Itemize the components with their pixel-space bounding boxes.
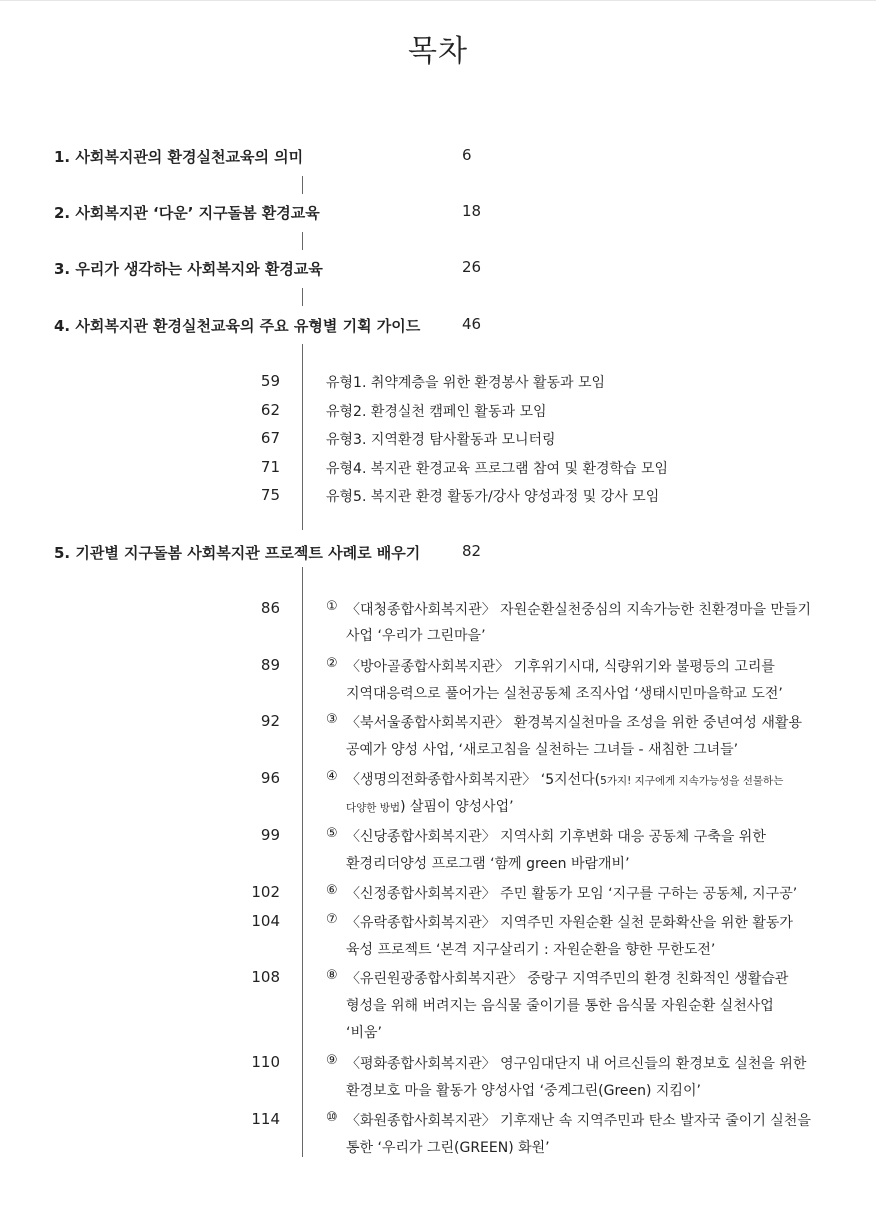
- case-line-small: 5가지! 지구에게 지속가능성을 선물하는: [600, 775, 784, 787]
- case-page: 89: [260, 656, 280, 674]
- toc-section[interactable]: [0, 258, 876, 282]
- case-number: ②: [326, 656, 338, 671]
- case-number: ⑥: [326, 883, 338, 898]
- section-title: 5. 기관별 지구돌봄 사회복지관 프로젝트 사례로 배우기: [54, 544, 421, 562]
- top-rule: [0, 0, 876, 1]
- case-page: 104: [251, 912, 280, 930]
- case-line: 형성을 위해 버려지는 음식물 줄이기를 통한 음식물 자원순환 실천사업: [346, 998, 774, 1014]
- type-text: 유형1. 취약계층을 위한 환경봉사 활동과 모임: [326, 375, 606, 391]
- case-line: 〈평화종합사회복지관〉 영구임대단지 내 어르신들의 환경보호 실천을 위한: [346, 1056, 807, 1072]
- section-title: 2. 사회복지관 ‘다운’ 지구돌봄 환경교육: [54, 204, 320, 222]
- toc-section[interactable]: [0, 202, 876, 226]
- case-number: ⑩: [326, 1110, 338, 1125]
- case-line: 〈신정종합사회복지관〉 주민 활동가 모임 ‘지구를 구하는 공동체, 지구공’: [346, 886, 798, 902]
- type-page: 59: [260, 372, 280, 390]
- case-number: ③: [326, 712, 338, 727]
- type-text: 유형5. 복지관 환경 활동가/강사 양성과정 및 강사 모임: [326, 489, 660, 505]
- case-page: 108: [251, 968, 280, 986]
- case-page: 114: [251, 1110, 280, 1128]
- type-text: 유형4. 복지관 환경교육 프로그램 참여 및 환경학습 모임: [326, 461, 669, 477]
- case-page: 86: [260, 599, 280, 617]
- case-page: 92: [260, 712, 280, 730]
- toc-section[interactable]: [0, 146, 876, 170]
- case-line: 〈대청종합사회복지관〉 자원순환실천중심의 지속가능한 친환경마을 만들기: [346, 602, 812, 618]
- case-page: 102: [251, 883, 280, 901]
- page-title: 목차: [408, 34, 468, 69]
- case-number: ④: [326, 769, 338, 784]
- case-line: 지역대응력으로 풀어가는 실천공동체 조직사업 ‘생태시민마을학교 도전’: [346, 686, 783, 702]
- connector-line: [302, 288, 303, 306]
- connector-line: [302, 176, 303, 194]
- case-number: ⑨: [326, 1053, 338, 1068]
- type-page: 62: [260, 401, 280, 419]
- type-page: 67: [260, 429, 280, 447]
- case-number: ①: [326, 599, 338, 614]
- case-line: 환경보호 마을 활동가 양성사업 ‘중계그린(Green) 지킴이’: [346, 1083, 701, 1099]
- case-line: ‘비움’: [346, 1025, 382, 1041]
- connector-line: [302, 232, 303, 250]
- case-line: 〈신당종합사회복지관〉 지역사회 기후변화 대응 공동체 구축을 위한: [346, 829, 766, 845]
- section-page: 6: [462, 146, 472, 164]
- section-title: 4. 사회복지관 환경실천교육의 주요 유형별 기획 가이드: [54, 317, 421, 335]
- case-number: ⑧: [326, 968, 338, 983]
- case-line: 환경리더양성 프로그램 ‘함께 green 바람개비’: [346, 856, 630, 872]
- case-line: 〈방아골종합사회복지관〉 기후위기시대, 식량위기와 불평등의 고리를: [346, 659, 775, 675]
- type-page: 75: [260, 486, 280, 504]
- case-page: 99: [260, 826, 280, 844]
- section-page: 26: [462, 258, 482, 276]
- case-page: 96: [260, 769, 280, 787]
- section-title: 1. 사회복지관의 환경실천교육의 의미: [54, 148, 304, 166]
- toc-section[interactable]: [0, 315, 876, 339]
- case-line: 〈유린원광종합사회복지관〉 중랑구 지역주민의 환경 친화적인 생활습관: [346, 971, 789, 987]
- case-line: 공예가 양성 사업, ‘새로고침을 실천하는 그녀들 - 새침한 그녀들’: [346, 742, 739, 758]
- section-page: 18: [462, 202, 482, 220]
- case-line: 〈유락종합사회복지관〉 지역주민 자원순환 실천 문화확산을 위한 활동가: [346, 915, 793, 931]
- case-line: 사업 ‘우리가 그린마을’: [346, 628, 486, 644]
- case-line: [346, 769, 783, 789]
- section-page: 82: [462, 542, 482, 560]
- types-divider-line: [302, 344, 303, 530]
- type-text: 유형2. 환경실천 캠페인 활동과 모임: [326, 404, 547, 420]
- type-page: 71: [260, 458, 280, 476]
- case-number: ⑤: [326, 826, 338, 841]
- cases-divider-line: [302, 567, 303, 1157]
- case-line: [346, 796, 514, 816]
- case-page: 110: [251, 1053, 280, 1071]
- case-line: 육성 프로젝트 ‘본격 지구살리기 : 자원순환을 향한 무한도전’: [346, 942, 716, 958]
- case-number: ⑦: [326, 912, 338, 927]
- case-line: 〈북서울종합사회복지관〉 환경복지실천마을 조성을 위한 중년여성 새활용: [346, 715, 802, 731]
- case-line-small: 다양한 방법: [346, 802, 401, 814]
- case-line-main: 〈생명의전화종합사회복지관〉 ‘5지선다(: [346, 772, 601, 788]
- case-line-main: ) 살핌이 양성사업’: [400, 799, 514, 815]
- section-title: 3. 우리가 생각하는 사회복지와 환경교육: [54, 260, 323, 278]
- case-line: 〈화원종합사회복지관〉 기후재난 속 지역주민과 탄소 발자국 줄이기 실천을: [346, 1113, 811, 1129]
- toc-section[interactable]: [0, 542, 876, 566]
- type-text: 유형3. 지역환경 탐사활동과 모니터링: [326, 432, 556, 448]
- section-page: 46: [462, 315, 482, 333]
- case-line: 통한 ‘우리가 그린(GREEN) 화원’: [346, 1140, 550, 1156]
